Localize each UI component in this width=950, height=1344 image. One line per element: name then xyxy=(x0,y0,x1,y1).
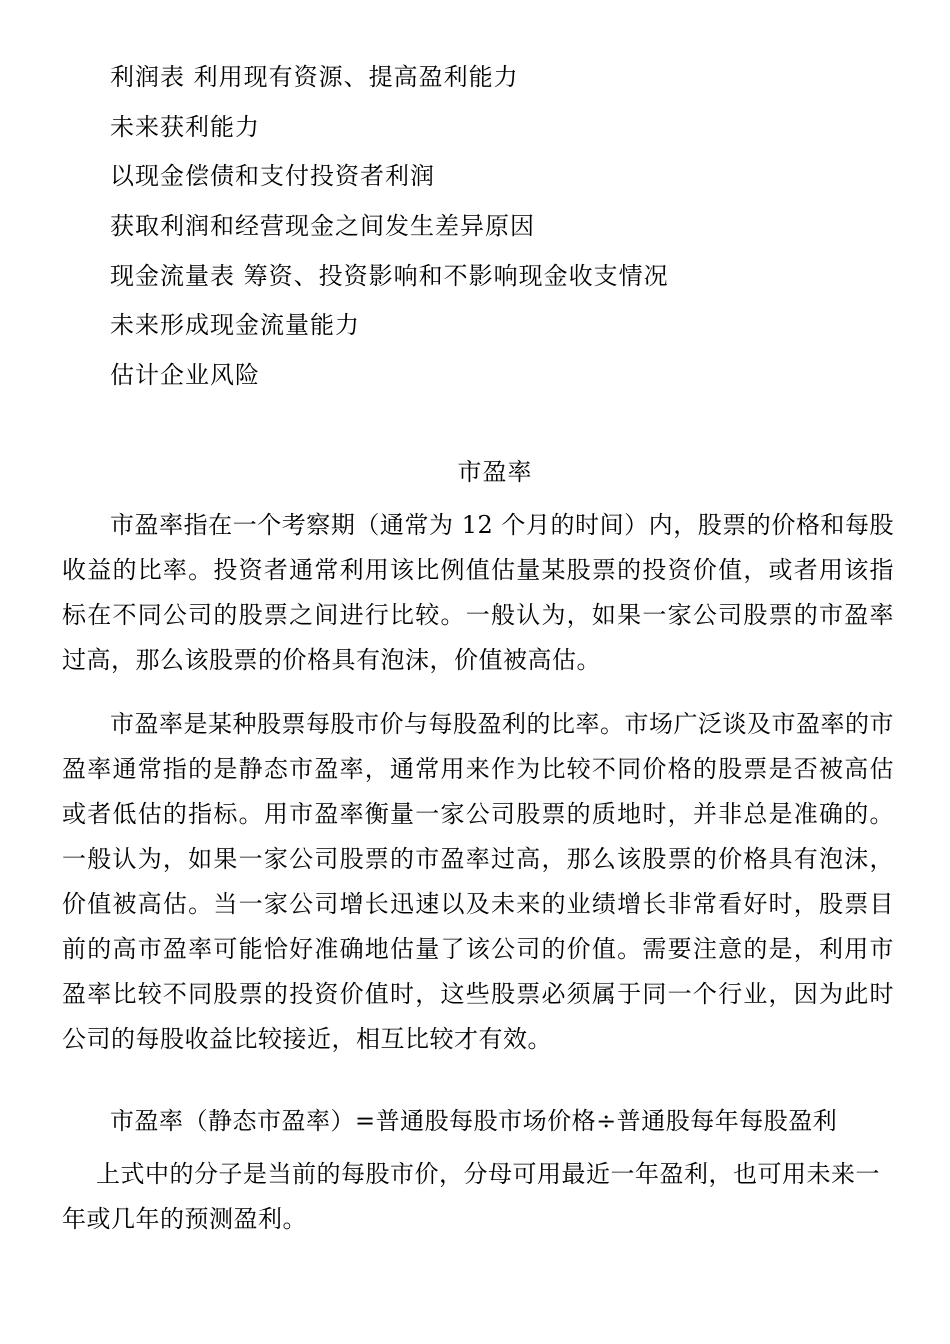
list-line-income-statement: 利润表 利用现有资源、提高盈利能力 xyxy=(110,63,519,91)
section-title: 市盈率 xyxy=(457,458,533,486)
paragraph-pe-explanation: 市盈率是某种股票每股市价与每股盈利的比率。市场广泛谈及市盈率的市盈率通常指的是静态市盈率，通常用来作为比较不同价格的股票是否被高估或者低估的指标。用市盈率衡量一家公司股票的质地时，并非总是准确的。一般认为，如果一家公司股票的市盈率过高，那么该股票的价格具有泡沫，价值被高估。当一家公司增长迅速以及未来的业绩增长非常看好时，股票目前的高市盈率可能恰好准确地估量了该公司的价值。需要注意的是，利用市盈率比较不同股票的投资价值时，这些股票必须属于同一个行业，因为此时公司的每股收益比较接近，相互比较才有效。 xyxy=(62,710,894,1053)
list-line-cash-debt: 以现金偿债和支付投资者利润 xyxy=(110,162,435,190)
pe-formula: 市盈率（静态市盈率）=普通股每股市场价格÷普通股每年每股盈利 xyxy=(110,1107,838,1135)
list-line-profit-cash-difference: 获取利润和经营现金之间发生差异原因 xyxy=(110,212,535,240)
list-line-enterprise-risk: 估计企业风险 xyxy=(110,361,260,389)
list-line-cash-flow-statement: 现金流量表 筹资、投资影响和不影响现金收支情况 xyxy=(110,262,669,290)
list-line-future-earning: 未来获利能力 xyxy=(110,113,260,141)
paragraph-formula-note: 上式中的分子是当前的每股市价，分母可用最近一年盈利，也可用未来一年或几年的预测盈利。 xyxy=(62,1160,880,1233)
list-line-future-cash-flow: 未来形成现金流量能力 xyxy=(110,311,360,339)
paragraph-pe-definition: 市盈率指在一个考察期（通常为 12 个月的时间）内，股票的价格和每股收益的比率。投资者通常利用该比例值估量某股票的投资价值，或者用该指标在不同公司的股票之间进行比较。一般认为，如果一家公司股票的市盈率过高，那么该股票的价格具有泡沫，价值被高估。 xyxy=(62,511,894,674)
